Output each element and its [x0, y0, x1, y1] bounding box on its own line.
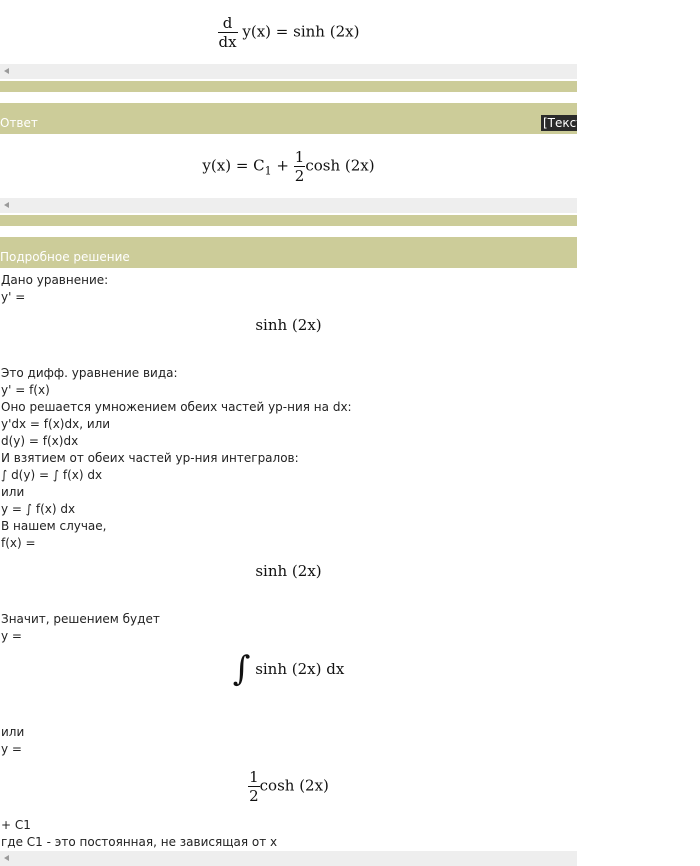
solution-line: y =	[1, 629, 22, 643]
math-block-3	[0, 649, 577, 689]
answer-frac-num: 1	[294, 148, 305, 166]
frac-denominator: dx	[218, 33, 237, 51]
given-equation	[0, 14, 577, 51]
solution-line: y' = f(x)	[1, 383, 50, 397]
solution-line: y'dx = f(x)dx, или	[1, 417, 111, 431]
answer-formula	[0, 148, 577, 185]
solution-line: y =	[1, 742, 22, 756]
solution-line: y' =	[1, 290, 26, 304]
result-frac-den: 2	[249, 787, 259, 805]
solution-line: Дано уравнение:	[1, 273, 109, 287]
separator-band-1	[0, 81, 577, 92]
answer-lhs: y(x) = C	[202, 156, 265, 175]
answer-subscript: 1	[264, 164, 272, 178]
solution-line: + C1	[1, 818, 31, 832]
solution-title: Подробное решение	[0, 250, 130, 264]
math-block-4	[0, 768, 577, 805]
math-block-1: sinh (2x)	[255, 316, 322, 334]
answer-fraction	[294, 148, 306, 185]
solution-line: ∫ d(y) = ∫ f(x) dx	[1, 468, 103, 482]
result-fraction	[248, 768, 260, 805]
answer-rest: cosh (2x)	[305, 156, 375, 175]
frac-numerator: d	[222, 14, 233, 32]
integral-sign: ∫	[232, 649, 251, 689]
answer-frac-den: 2	[294, 167, 305, 185]
solution-line: где C1 - это постоянная, не зависящая от x	[1, 835, 278, 849]
solution-line: Оно решается умножением обеих частей ур-ния на dx:	[1, 400, 352, 414]
scrollbar-3[interactable]	[0, 851, 577, 866]
solution-line: В нашем случае,	[1, 519, 107, 533]
separator-band-2	[0, 215, 577, 226]
solution-line: И взятием от обеих частей ур-ния интегралов:	[1, 451, 299, 465]
math-block-2: sinh (2x)	[255, 562, 322, 580]
solution-header	[0, 237, 577, 268]
result-rest: cosh (2x)	[259, 776, 329, 795]
derivative-fraction	[218, 14, 238, 51]
solution-line: f(x) =	[1, 536, 36, 550]
solution-line: Значит, решением будет	[1, 612, 160, 626]
solution-line: d(y) = f(x)dx	[1, 434, 79, 448]
answer-title: Ответ	[0, 116, 38, 130]
scroll-left-icon[interactable]	[4, 855, 9, 861]
text-button[interactable]: [Текст]	[543, 116, 588, 130]
solution-line: y = ∫ f(x) dx	[1, 502, 76, 516]
integral-expr: sinh (2x) dx	[255, 660, 345, 678]
solution-line: или	[1, 725, 25, 739]
answer-header	[0, 103, 588, 134]
scroll-left-icon[interactable]	[4, 202, 9, 208]
solution-line: или	[1, 485, 25, 499]
solution-line: Это дифф. уравнение вида:	[1, 366, 178, 380]
equation-rest: y(x) = sinh (2x)	[242, 22, 360, 41]
scrollbar-2[interactable]	[0, 198, 577, 213]
result-frac-num: 1	[249, 768, 259, 786]
scrollbar-1[interactable]	[0, 64, 577, 79]
answer-plus: +	[271, 156, 294, 175]
scroll-left-icon[interactable]	[4, 68, 9, 74]
